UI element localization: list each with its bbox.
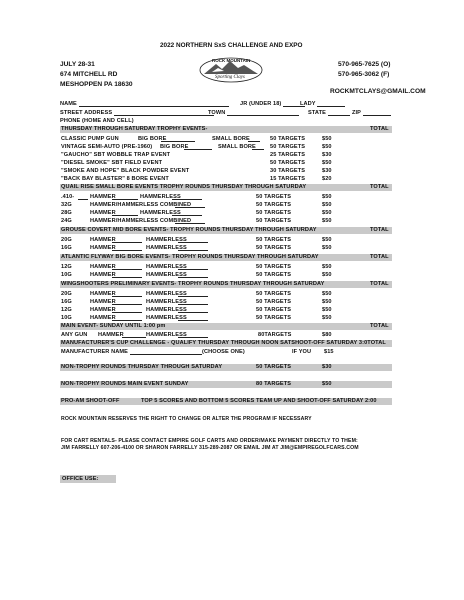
targets: 50 TARGETS xyxy=(256,245,292,251)
price: $50 xyxy=(322,136,332,142)
entry-line[interactable] xyxy=(112,272,142,278)
entry-line[interactable] xyxy=(252,144,264,150)
gauge: .410- xyxy=(61,194,75,200)
fax-number: 570-965-3062 (F) xyxy=(338,71,390,78)
total-header: TOTAL xyxy=(370,323,389,329)
town-field[interactable] xyxy=(208,110,299,116)
option-label: HAMMER xyxy=(98,332,124,338)
event-name: "BACK BAY BLASTER" 8 BORE EVENT xyxy=(61,176,169,182)
section-title-quail: QUAIL RISE SMALL BORE EVENTS TROPHY ROUNDS THURSDAY THROUGH SATURDAY xyxy=(61,184,307,190)
targets: 50 TARGETS xyxy=(270,144,306,150)
gauge: 12G xyxy=(61,264,72,270)
option-label: HAMMER xyxy=(90,237,116,243)
lady-label: LADY xyxy=(300,101,316,107)
gauge: 20G xyxy=(61,237,72,243)
price: $50 xyxy=(322,291,332,297)
gauge: 16G xyxy=(61,299,72,305)
lady-field[interactable] xyxy=(300,101,345,107)
section-title-atlantic: ATLANTIC FLYWAY BIG BORE EVENTS- TROPHY ROUNDS THURSDAY THROUGH SATURDAY xyxy=(61,254,319,260)
option-label: HAMMER xyxy=(90,272,116,278)
entry-line[interactable] xyxy=(112,291,142,297)
town-line[interactable] xyxy=(227,110,299,116)
name-field[interactable] xyxy=(60,101,229,107)
option-label: HAMMERLESS xyxy=(146,299,187,305)
targets: 50 TARGETS xyxy=(256,218,292,224)
entry-line[interactable] xyxy=(178,272,208,278)
targets: 50 TARGETS xyxy=(256,194,292,200)
targets: 50 TARGETS xyxy=(270,136,306,142)
zip-line[interactable] xyxy=(363,110,391,116)
option-label: HAMMERLESS xyxy=(146,291,187,297)
entry-line[interactable] xyxy=(112,237,142,243)
event-name: "DIESEL SMOKE" SBT FIELD EVENT xyxy=(61,160,163,166)
entry-line[interactable] xyxy=(178,315,208,321)
option-label: HAMMER/HAMMERLESS COMBINED xyxy=(90,202,192,208)
option-label: BIG BORE xyxy=(138,136,167,142)
gauge: 32G xyxy=(61,202,72,208)
entry-line[interactable] xyxy=(78,194,88,200)
entry-line[interactable] xyxy=(178,237,208,243)
entry-line[interactable] xyxy=(178,332,208,338)
entry-line[interactable] xyxy=(172,194,202,200)
entry-line[interactable] xyxy=(175,202,205,208)
targets: 50 TARGETS xyxy=(256,291,292,297)
section-title-trophy: THURSDAY THROUGH SATURDAY TROPHY EVENTS- xyxy=(61,126,208,132)
jr-label: JR (UNDER 18) xyxy=(240,101,282,107)
option-label: HAMMER xyxy=(90,245,116,251)
option-label: HAMMER xyxy=(90,264,116,270)
street-label: STREET ADDRESS xyxy=(60,110,113,116)
street-field[interactable] xyxy=(60,110,214,116)
entry-line[interactable] xyxy=(161,136,195,142)
entry-line[interactable] xyxy=(248,136,260,142)
event-name: "GAUCHO" SBT WOBBLE TRAP EVENT xyxy=(61,152,171,158)
event-name: NON-TROPHY ROUNDS THURSDAY THROUGH SATURDAY xyxy=(61,364,223,370)
price: $50 xyxy=(322,307,332,313)
event-name: VINTAGE SEMI-AUTO (PRE-1960) xyxy=(61,144,153,150)
name-line[interactable] xyxy=(79,101,229,107)
entry-line[interactable] xyxy=(112,245,142,251)
state-line[interactable] xyxy=(328,110,350,116)
mfg-label: MANUFACTURER NAME xyxy=(61,349,128,355)
targets: 50 TARGETS xyxy=(256,202,292,208)
street-line[interactable] xyxy=(114,110,214,116)
price: $50 xyxy=(322,381,332,387)
option-label: HAMMERLESS xyxy=(146,315,187,321)
gauge: 10G xyxy=(61,315,72,321)
office-phone: 570-965-7625 (O) xyxy=(338,61,391,68)
targets: 50 TARGETS xyxy=(256,307,292,313)
lady-line[interactable] xyxy=(317,101,345,107)
reserve-note: ROCK MOUNTAIN RESERVES THE RIGHT TO CHANGE OR ALTER THE PROGRAM IF NECESSARY xyxy=(61,416,312,422)
option-label: SMALL BORE xyxy=(218,144,256,150)
cart-note-1: FOR CART RENTALS- PLEASE CONTACT EMPIRE GOLF CARTS AND ORDER/MAKE PAYMENT DIRECTLY TO THEM: xyxy=(61,438,358,444)
entry-line[interactable] xyxy=(178,291,208,297)
rock-mountain-logo xyxy=(198,56,264,84)
targets: 50 TARGETS xyxy=(256,299,292,305)
option-label: HAMMERLESS xyxy=(146,332,187,338)
targets: 50 TARGETS xyxy=(256,364,292,370)
targets: 50 TARGETS xyxy=(256,237,292,243)
price: $50 xyxy=(322,202,332,208)
gauge: 10G xyxy=(61,272,72,278)
entry-line[interactable] xyxy=(112,210,138,216)
event-name: CLASSIC PUMP GUN xyxy=(61,136,119,142)
price: $50 xyxy=(322,210,332,216)
option-label: SMALL BORE xyxy=(212,136,250,142)
option-label: BIG BORE xyxy=(160,144,189,150)
option-label: HAMMERLESS xyxy=(140,210,181,216)
proam-text: TOP 5 SCORES AND BOTTOM 5 SCORES TEAM UP AND SHOOT-OFF SATURDAY 2:00 xyxy=(141,398,377,404)
total-header: TOTAL xyxy=(370,184,389,190)
section-title-mfg: MANUFACTURER'S CUP CHALLENGE - QUALIFY THURSDAY THROUGH NOON SATSHOOT-OFF SATURDAY 3:0TOTAL xyxy=(61,340,386,346)
event-dates: JULY 28-31 xyxy=(60,61,95,68)
zip-field[interactable] xyxy=(352,110,391,116)
entry-line[interactable] xyxy=(112,299,142,305)
choose-label: (CHOOSE ONE) xyxy=(202,349,245,355)
targets: 25 TARGETS xyxy=(270,152,306,158)
price: $50 xyxy=(322,315,332,321)
entry-line[interactable] xyxy=(112,194,138,200)
targets: 30 TARGETS xyxy=(270,168,306,174)
entry-line[interactable] xyxy=(178,307,208,313)
targets: 50 TARGETS xyxy=(256,210,292,216)
option-label: HAMMERLESS xyxy=(146,264,187,270)
option-label: HAMMERLESS xyxy=(146,307,187,313)
option-label: HAMMER xyxy=(90,315,116,321)
total-header: TOTAL xyxy=(370,281,389,287)
price: $50 xyxy=(322,237,332,243)
price: $50 xyxy=(322,299,332,305)
price: $20 xyxy=(322,176,332,182)
event-name: NON-TROPHY ROUNDS MAIN EVENT SUNDAY xyxy=(61,381,189,387)
town-label: TOWN xyxy=(208,110,226,116)
total-header: TOTAL xyxy=(370,126,389,132)
targets: 50 TARGETS xyxy=(256,272,292,278)
targets: 15 TARGETS xyxy=(270,176,306,182)
price: $80 xyxy=(322,332,332,338)
gauge: 16G xyxy=(61,245,72,251)
section-title-grouse: GROUSE COVERT MID BORE EVENTS- TROPHY ROUNDS THURSDAY THROUGH SATURDAY xyxy=(61,227,317,233)
price: $30 xyxy=(322,152,332,158)
price: $50 xyxy=(322,194,332,200)
option-label: HAMMERLESS xyxy=(140,194,181,200)
price: $50 xyxy=(322,264,332,270)
if-you-label: IF YOU xyxy=(292,349,312,355)
section-title-wingshooters: WINGSHOOTERS PRELIMINARY EVENTS- TROPHY ROUNDS THURSDAY THROUGH SATURDAY xyxy=(61,281,325,287)
gauge: 24G xyxy=(61,218,72,224)
targets: 50 TARGETS xyxy=(256,264,292,270)
option-label: HAMMER xyxy=(90,307,116,313)
entry-line[interactable] xyxy=(112,264,142,270)
targets: 80TARGETS xyxy=(258,332,292,338)
entry-line[interactable] xyxy=(178,299,208,305)
price: $30 xyxy=(322,168,332,174)
entry-line[interactable] xyxy=(178,245,208,251)
gauge: ANY GUN xyxy=(61,332,88,338)
price: $50 xyxy=(322,245,332,251)
cart-note-2: JIM FARRELLY 607-206-4100 OR SHARON FARRELLY 315-289-2087 OR EMAIL JIM AT JIM@EMPIREGOLFCARS.COM xyxy=(61,445,359,451)
price: $50 xyxy=(322,272,332,278)
section-title-main: MAIN EVENT- SUNDAY UNTIL 1:00 pm xyxy=(61,323,166,329)
logo-bottom-text: Sporting Clays xyxy=(215,75,245,80)
price: $15 xyxy=(324,349,334,355)
gauge: 12G xyxy=(61,307,72,313)
option-label: HAMMER xyxy=(90,299,116,305)
gauge: 20G xyxy=(61,291,72,297)
phone-field[interactable] xyxy=(60,118,134,124)
entry-line[interactable] xyxy=(122,332,146,338)
entry-line[interactable] xyxy=(184,144,212,150)
entry-line[interactable] xyxy=(112,307,142,313)
phone-label: PHONE (HOME AND CELL) xyxy=(60,118,134,124)
entry-line[interactable] xyxy=(172,210,202,216)
option-label: HAMMERLESS xyxy=(146,237,187,243)
logo-top-text: ROCK MOUNTAIN xyxy=(212,58,251,63)
entry-line[interactable] xyxy=(175,218,205,224)
price: $30 xyxy=(322,364,332,370)
option-label: HAMMER xyxy=(90,194,116,200)
targets: 50 TARGETS xyxy=(256,315,292,321)
street-address: 674 MITCHELL RD xyxy=(60,71,118,78)
page-title: 2022 NORTHERN SxS CHALLENGE AND EXPO xyxy=(160,42,303,49)
targets: 80 TARGETS xyxy=(256,381,292,387)
option-label: HAMMER xyxy=(90,210,116,216)
jr-field[interactable] xyxy=(240,101,305,107)
zip-label: ZIP xyxy=(352,110,361,116)
entry-line[interactable] xyxy=(112,315,142,321)
targets: 50 TARGETS xyxy=(270,160,306,166)
event-name: "SMOKE AND HOPE" BLACK POWDER EVENT xyxy=(61,168,190,174)
total-header: TOTAL xyxy=(370,254,389,260)
option-label: HAMMER xyxy=(90,291,116,297)
option-label: HAMMER/HAMMERLESS COMBINED xyxy=(90,218,192,224)
entry-line[interactable] xyxy=(178,264,208,270)
state-field[interactable] xyxy=(308,110,350,116)
gauge: 28G xyxy=(61,210,72,216)
contact-email[interactable]: ROCKMTCLAYS@GMAIL.COM xyxy=(330,88,426,95)
state-label: STATE xyxy=(308,110,327,116)
price: $50 xyxy=(322,144,332,150)
name-label: NAME xyxy=(60,101,77,107)
option-label: HAMMERLESS xyxy=(146,245,187,251)
mfg-name-line[interactable] xyxy=(130,349,202,355)
office-use-label: OFFICE USE: xyxy=(62,476,99,482)
price: $50 xyxy=(322,218,332,224)
total-header: TOTAL xyxy=(370,227,389,233)
proam-label: PRO-AM SHOOT-OFF xyxy=(61,398,120,404)
price: $50 xyxy=(322,160,332,166)
option-label: HAMMERLESS xyxy=(146,272,187,278)
city-state-zip: MESHOPPEN PA 18630 xyxy=(60,81,133,88)
